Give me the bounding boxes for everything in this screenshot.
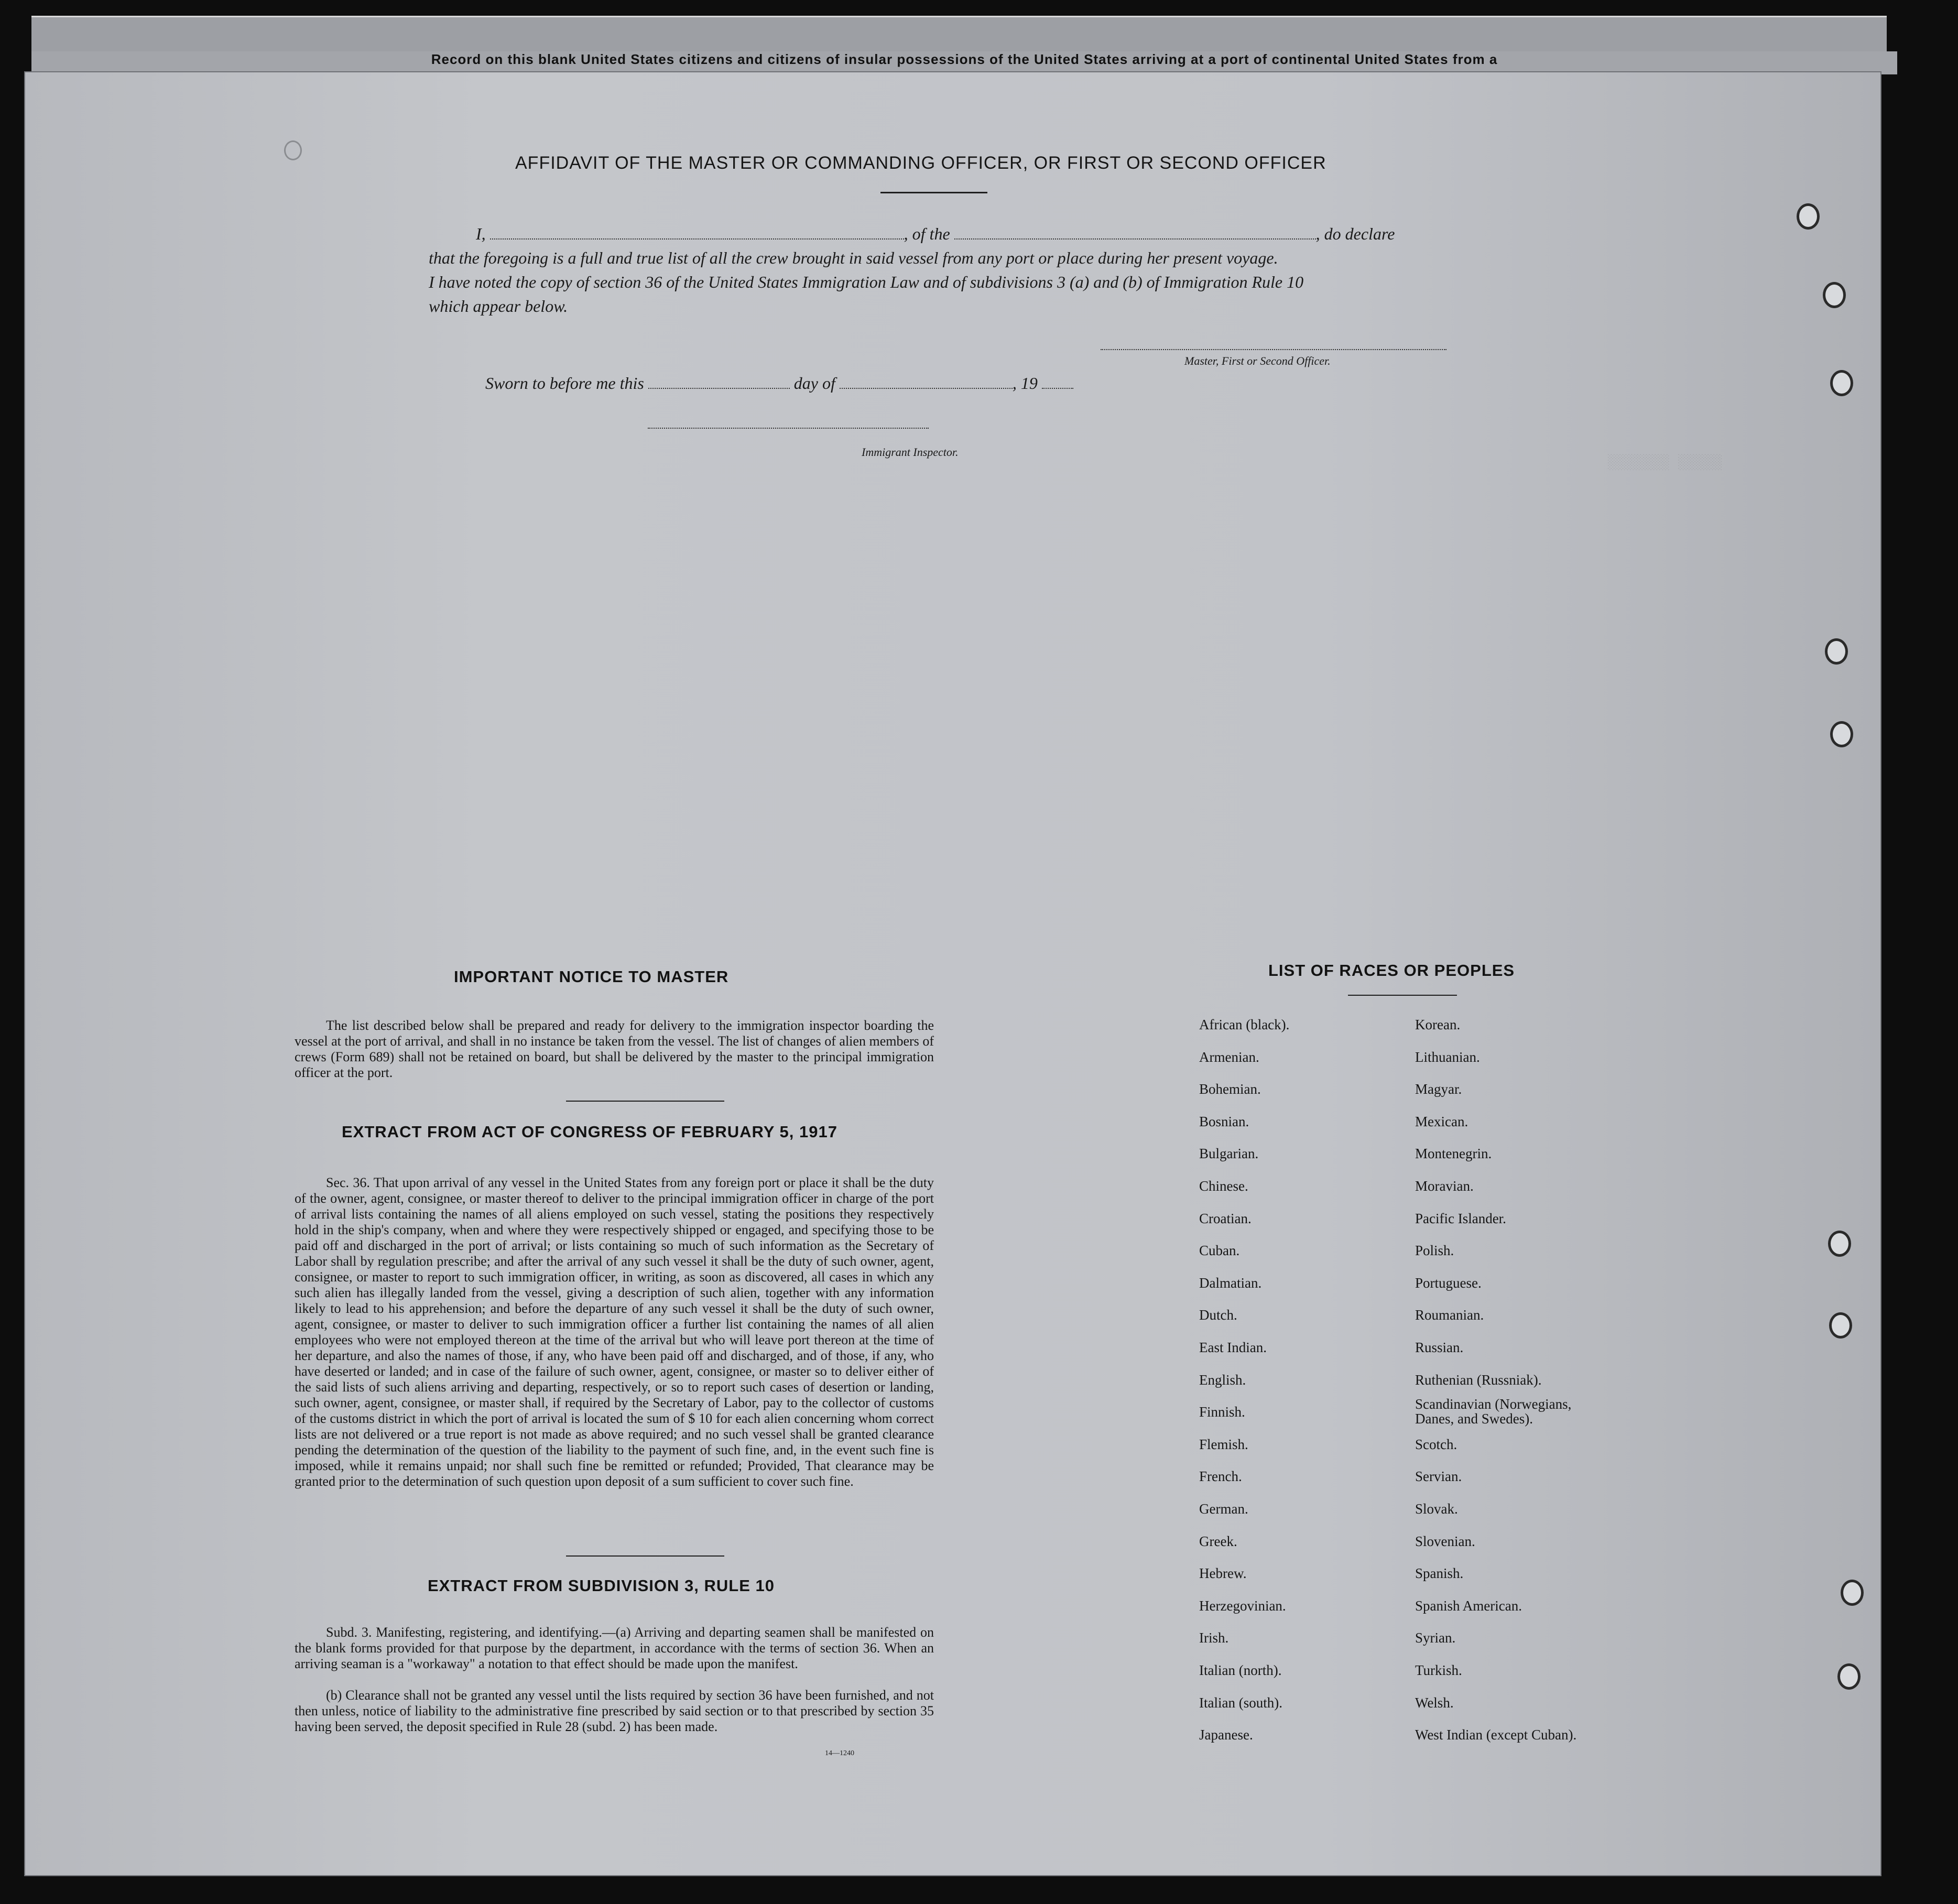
binder-hole — [1828, 1231, 1851, 1257]
notice-text: The list described below shall be prepared and ready for delivery to the immigration inspector boarding the vessel at the port of arrival, and shall in no instance be taken from the vessel. The list of changes of alien members of crews (Form 689) shall not be retained on board, but shall be delivered by the master to the principal immigration officer at the port. — [295, 1018, 934, 1080]
race-item: Slovenian. — [1415, 1533, 1475, 1549]
race-item: Syrian. — [1415, 1630, 1456, 1646]
declaration-of-the: , of the — [904, 224, 950, 243]
race-item: Servian. — [1415, 1468, 1462, 1484]
officer-signature-line — [1101, 349, 1446, 350]
year-blank — [1042, 388, 1073, 389]
notice-title: IMPORTANT NOTICE TO MASTER — [454, 967, 729, 986]
day-of-text: day of — [793, 374, 835, 393]
declaration-line-4: which appear below. — [429, 297, 568, 315]
race-item: Dalmatian. — [1199, 1275, 1262, 1291]
declaration-i: I, — [476, 224, 486, 243]
rule — [1348, 995, 1457, 996]
race-item: Spanish American. — [1415, 1598, 1522, 1614]
race-item: Scotch. — [1415, 1437, 1457, 1452]
race-item: Japanese. — [1199, 1727, 1253, 1743]
document-page — [25, 72, 1880, 1875]
race-item: East Indian. — [1199, 1340, 1267, 1355]
ghost-text: ░░░░░░░ ░░░░░ — [1608, 455, 1723, 471]
race-item: Cuban. — [1199, 1243, 1240, 1258]
title-rule — [880, 192, 987, 193]
top-banner-text: Record on this blank United States citizens and citizens of insular possessions of the United States arriving at a port of continental United States from a — [31, 51, 1897, 74]
races-title: LIST OF RACES OR PEOPLES — [1268, 961, 1515, 980]
year-text: , 19 — [1012, 374, 1038, 393]
binder-hole — [1825, 638, 1848, 665]
rule-text-b: (b) Clearance shall not be granted any vessel until the lists required by section 36 have been furnished, and not then unless, notice of liability to the administrative fine prescribed by said section or to that prescribed by section 35 having been served, the deposit specified in Rule 28 (subd. 2) has been made. — [295, 1688, 934, 1734]
day-blank — [648, 388, 790, 389]
race-item: Magyar. — [1415, 1081, 1462, 1097]
binder-hole — [1830, 370, 1853, 396]
race-item: Welsh. — [1415, 1695, 1454, 1711]
declaration-line-3: I have noted the copy of section 36 of the United States Immigration Law and of subdivisions 3 (a) and (b) of Immigration Rule 10 — [429, 273, 1304, 291]
race-item: Italian (south). — [1199, 1695, 1282, 1711]
binder-hole — [1830, 721, 1853, 747]
race-item: Scandinavian (Norwegians, Danes, and Swedes). — [1415, 1396, 1572, 1427]
race-item: English. — [1199, 1372, 1246, 1388]
binder-hole — [1823, 282, 1846, 308]
race-item: Herzegovinian. — [1199, 1598, 1286, 1614]
binder-hole — [1841, 1580, 1864, 1606]
race-item: Dutch. — [1199, 1307, 1237, 1323]
race-item: Croatian. — [1199, 1211, 1252, 1226]
race-item: Mexican. — [1415, 1114, 1468, 1129]
race-item: French. — [1199, 1468, 1242, 1484]
inspector-signature-label: Immigrant Inspector. — [862, 445, 959, 459]
race-item: Roumanian. — [1415, 1307, 1484, 1323]
race-item: Portuguese. — [1415, 1275, 1482, 1291]
binder-hole — [1797, 203, 1820, 230]
officer-signature-label: Master, First or Second Officer. — [1184, 354, 1331, 367]
race-item: German. — [1199, 1501, 1248, 1517]
race-item: Polish. — [1415, 1243, 1454, 1258]
race-item: Chinese. — [1199, 1178, 1248, 1194]
inspector-signature-line — [648, 428, 929, 429]
race-item: Finnish. — [1199, 1404, 1245, 1420]
rule — [566, 1101, 724, 1102]
binder-hole — [284, 140, 302, 160]
sworn-text: Sworn to before me this — [485, 374, 644, 393]
act-title: EXTRACT FROM ACT OF CONGRESS OF FEBRUARY 5, 1917 — [342, 1123, 837, 1141]
race-item: Flemish. — [1199, 1437, 1248, 1452]
race-item: Bosnian. — [1199, 1114, 1249, 1129]
race-item: Greek. — [1199, 1533, 1237, 1549]
race-item: Armenian. — [1199, 1049, 1259, 1065]
race-item: Slovak. — [1415, 1501, 1458, 1517]
month-blank — [840, 388, 1013, 389]
race-item: Irish. — [1199, 1630, 1229, 1646]
act-text: Sec. 36. That upon arrival of any vessel in the United States from any foreign port or place it shall be the duty of the owner, agent, consignee, or master thereof to deliver to the principal immigration officer in charge of the port of arrival lists containing the names of all aliens employed on such vessel, stating the positions they respectively hold in the ship's company, when and where they were respectively shipped or engaged, and specifying those to be paid off and discharged in the port of arrival; or lists containing so much of such information as the Secretary of Labor shall by regulation prescribe; and after the arrival of any such vessel it shall be the duty of such owner, agent, consignee, or master to report to such immigration officer, in writing, as soon as discovered, all cases in which any such alien has illegally landed from the vessel, giving a description of such alien, together with any information likely to lead to his apprehension; and before the departure of any such vessel it shall be the duty of such owner, agent, consignee, or master to deliver to such immigration officer a further list containing the names of all alien employees who were not employed thereon at the time of the arrival but who will leave port thereon at the time of her departure, and also the names of those, if any, who have been paid off and discharged, and of those, if any, who have deserted or landed; and in case of the failure of such owner, agent, consignee, or master so to deliver either of the said lists of such aliens arriving and departing, respectively, or so to report such cases of desertion or landing, such owner, agent, consignee, or master shall, if required by the Secretary of Labor, pay to the collector of customs of the customs district in which the port of arrival is located the sum of $ 10 for each alien concerning whom correct lists are not delivered or a true report is not made as above required; and no such vessel shall be granted clearance pending the determination of the question of the liability to the payment of such fine, and, in the event such fine is imposed, while it remains unpaid; nor shall such fine be remitted or refunded; Provided, That clearance may be granted prior to the determination of such question upon deposit of a sum sufficient to cover such fine. — [295, 1175, 934, 1489]
race-item: West Indian (except Cuban). — [1415, 1727, 1577, 1743]
rule — [566, 1555, 724, 1557]
race-item: Turkish. — [1415, 1662, 1462, 1678]
name-blank — [490, 238, 904, 240]
sworn-line — [485, 374, 1073, 393]
binder-hole — [1829, 1312, 1852, 1339]
race-item: Korean. — [1415, 1017, 1461, 1032]
race-item: Lithuanian. — [1415, 1049, 1480, 1065]
race-item: Pacific Islander. — [1415, 1211, 1506, 1226]
declaration-line-1 — [476, 224, 1395, 244]
race-item: Spanish. — [1415, 1565, 1464, 1581]
binder-hole — [1837, 1663, 1861, 1690]
form-number: 14—1240 — [825, 1749, 854, 1757]
declaration-line-2: that the foregoing is a full and true list of all the crew brought in said vessel from any port or place during her present voyage. — [429, 248, 1278, 267]
race-item: Moravian. — [1415, 1178, 1474, 1194]
race-item: Hebrew. — [1199, 1565, 1247, 1581]
race-item: Bohemian. — [1199, 1081, 1261, 1097]
rule-title: EXTRACT FROM SUBDIVISION 3, RULE 10 — [428, 1576, 775, 1595]
race-item: Bulgarian. — [1199, 1146, 1259, 1161]
race-item: Montenegrin. — [1415, 1146, 1492, 1161]
vessel-blank — [954, 238, 1316, 240]
declaration-declare: , do declare — [1315, 224, 1395, 243]
race-item: Ruthenian (Russniak). — [1415, 1372, 1542, 1388]
affidavit-title: AFFIDAVIT OF THE MASTER OR COMMANDING OFFICER, OR FIRST OR SECOND OFFICER — [515, 153, 1326, 173]
race-item: Italian (north). — [1199, 1662, 1282, 1678]
rule-text-a: Subd. 3. Manifesting, registering, and identifying.—(a) Arriving and departing seamen shall be manifested on the blank forms provided for that purpose by the department, in accordance with the terms of section 36. When an arriving seaman is a "workaway" a notation to that effect should be made upon the manifest. — [295, 1625, 934, 1671]
race-item: African (black). — [1199, 1017, 1290, 1032]
underlying-page-edge — [31, 16, 1887, 54]
race-item: Russian. — [1415, 1340, 1464, 1355]
